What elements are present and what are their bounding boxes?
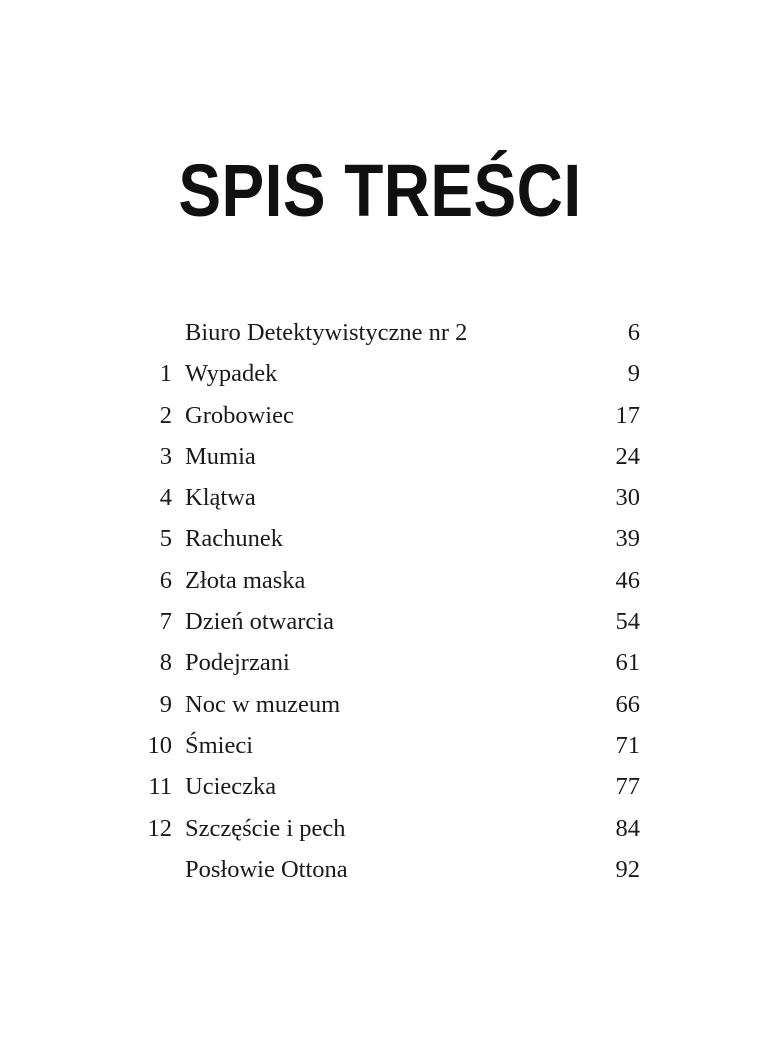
toc-entry[interactable] xyxy=(120,642,640,683)
toc-entry-number: 2 xyxy=(159,401,172,429)
toc-entry-page-number: 39 xyxy=(615,525,640,553)
toc-entry[interactable] xyxy=(120,725,640,766)
toc-entry-page-number: 24 xyxy=(615,442,640,470)
toc-entry-number: 8 xyxy=(159,649,172,677)
toc-entry[interactable] xyxy=(120,395,640,436)
toc-entry[interactable] xyxy=(120,849,640,890)
toc-entry-number: 4 xyxy=(159,484,172,512)
toc-entry-number: 10 xyxy=(147,731,172,759)
toc-entry-page-number: 9 xyxy=(627,360,640,388)
toc-entry-label: Klątwa xyxy=(185,484,256,512)
toc-entry-number: 1 xyxy=(159,360,172,388)
toc-entry-page-number: 92 xyxy=(615,855,640,883)
toc-entry[interactable] xyxy=(120,312,640,353)
toc-entry-number: 3 xyxy=(159,442,172,470)
toc-entry-number: 12 xyxy=(147,814,172,842)
toc-entry-page-number: 84 xyxy=(615,814,640,842)
toc-entry[interactable] xyxy=(120,684,640,725)
toc-entry-label: Biuro Detektywistyczne nr 2 xyxy=(185,319,468,346)
toc-entry[interactable] xyxy=(120,808,640,849)
toc-entry-label: Śmieci xyxy=(185,731,254,759)
toc-entry-page-number: 17 xyxy=(615,401,640,429)
toc-entry-label: Noc w muzeum xyxy=(185,690,341,718)
toc-entry-page-number: 46 xyxy=(615,566,640,594)
toc-entry[interactable] xyxy=(120,766,640,807)
toc-entry-number: 5 xyxy=(159,525,172,553)
toc-entry-page-number: 61 xyxy=(615,649,640,677)
toc-entry[interactable] xyxy=(120,477,640,518)
toc-entry-label: Mumia xyxy=(185,442,256,470)
toc-entry-number: 7 xyxy=(159,608,172,636)
toc-entry-label: Szczęście i pech xyxy=(185,814,346,842)
toc-entry-page-number: 77 xyxy=(615,773,640,801)
toc-entry-label: Wypadek xyxy=(185,360,278,388)
toc-entry-number: 11 xyxy=(148,773,172,801)
toc-entry-label: Złota maska xyxy=(185,566,306,594)
toc-entry-label: Ucieczka xyxy=(185,773,277,801)
toc-entry-label: Dzień otwarcia xyxy=(185,608,334,636)
toc-entry[interactable] xyxy=(120,353,640,394)
toc-entry-page-number: 54 xyxy=(615,608,640,636)
toc-entry-label: Podejrzani xyxy=(185,649,290,677)
toc-entry[interactable] xyxy=(120,560,640,601)
page-title: SPIS TREŚCI xyxy=(178,148,582,232)
toc-entry-page-number: 71 xyxy=(615,731,640,759)
toc-entry[interactable] xyxy=(120,518,640,559)
toc-entry[interactable] xyxy=(120,436,640,477)
toc-entry-page-number: 66 xyxy=(615,690,640,718)
toc-entry-label: Rachunek xyxy=(185,525,283,553)
toc-entry-page-number: 6 xyxy=(627,319,640,346)
toc-entry-number: 9 xyxy=(159,690,172,718)
toc-entry-page-number: 30 xyxy=(615,484,640,512)
toc-entry[interactable] xyxy=(120,601,640,642)
toc-entry-number: 6 xyxy=(159,566,172,594)
toc-entry-label: Posłowie Ottona xyxy=(185,855,348,883)
toc-entry-label: Grobowiec xyxy=(185,401,294,429)
toc-entry-list xyxy=(120,312,640,890)
